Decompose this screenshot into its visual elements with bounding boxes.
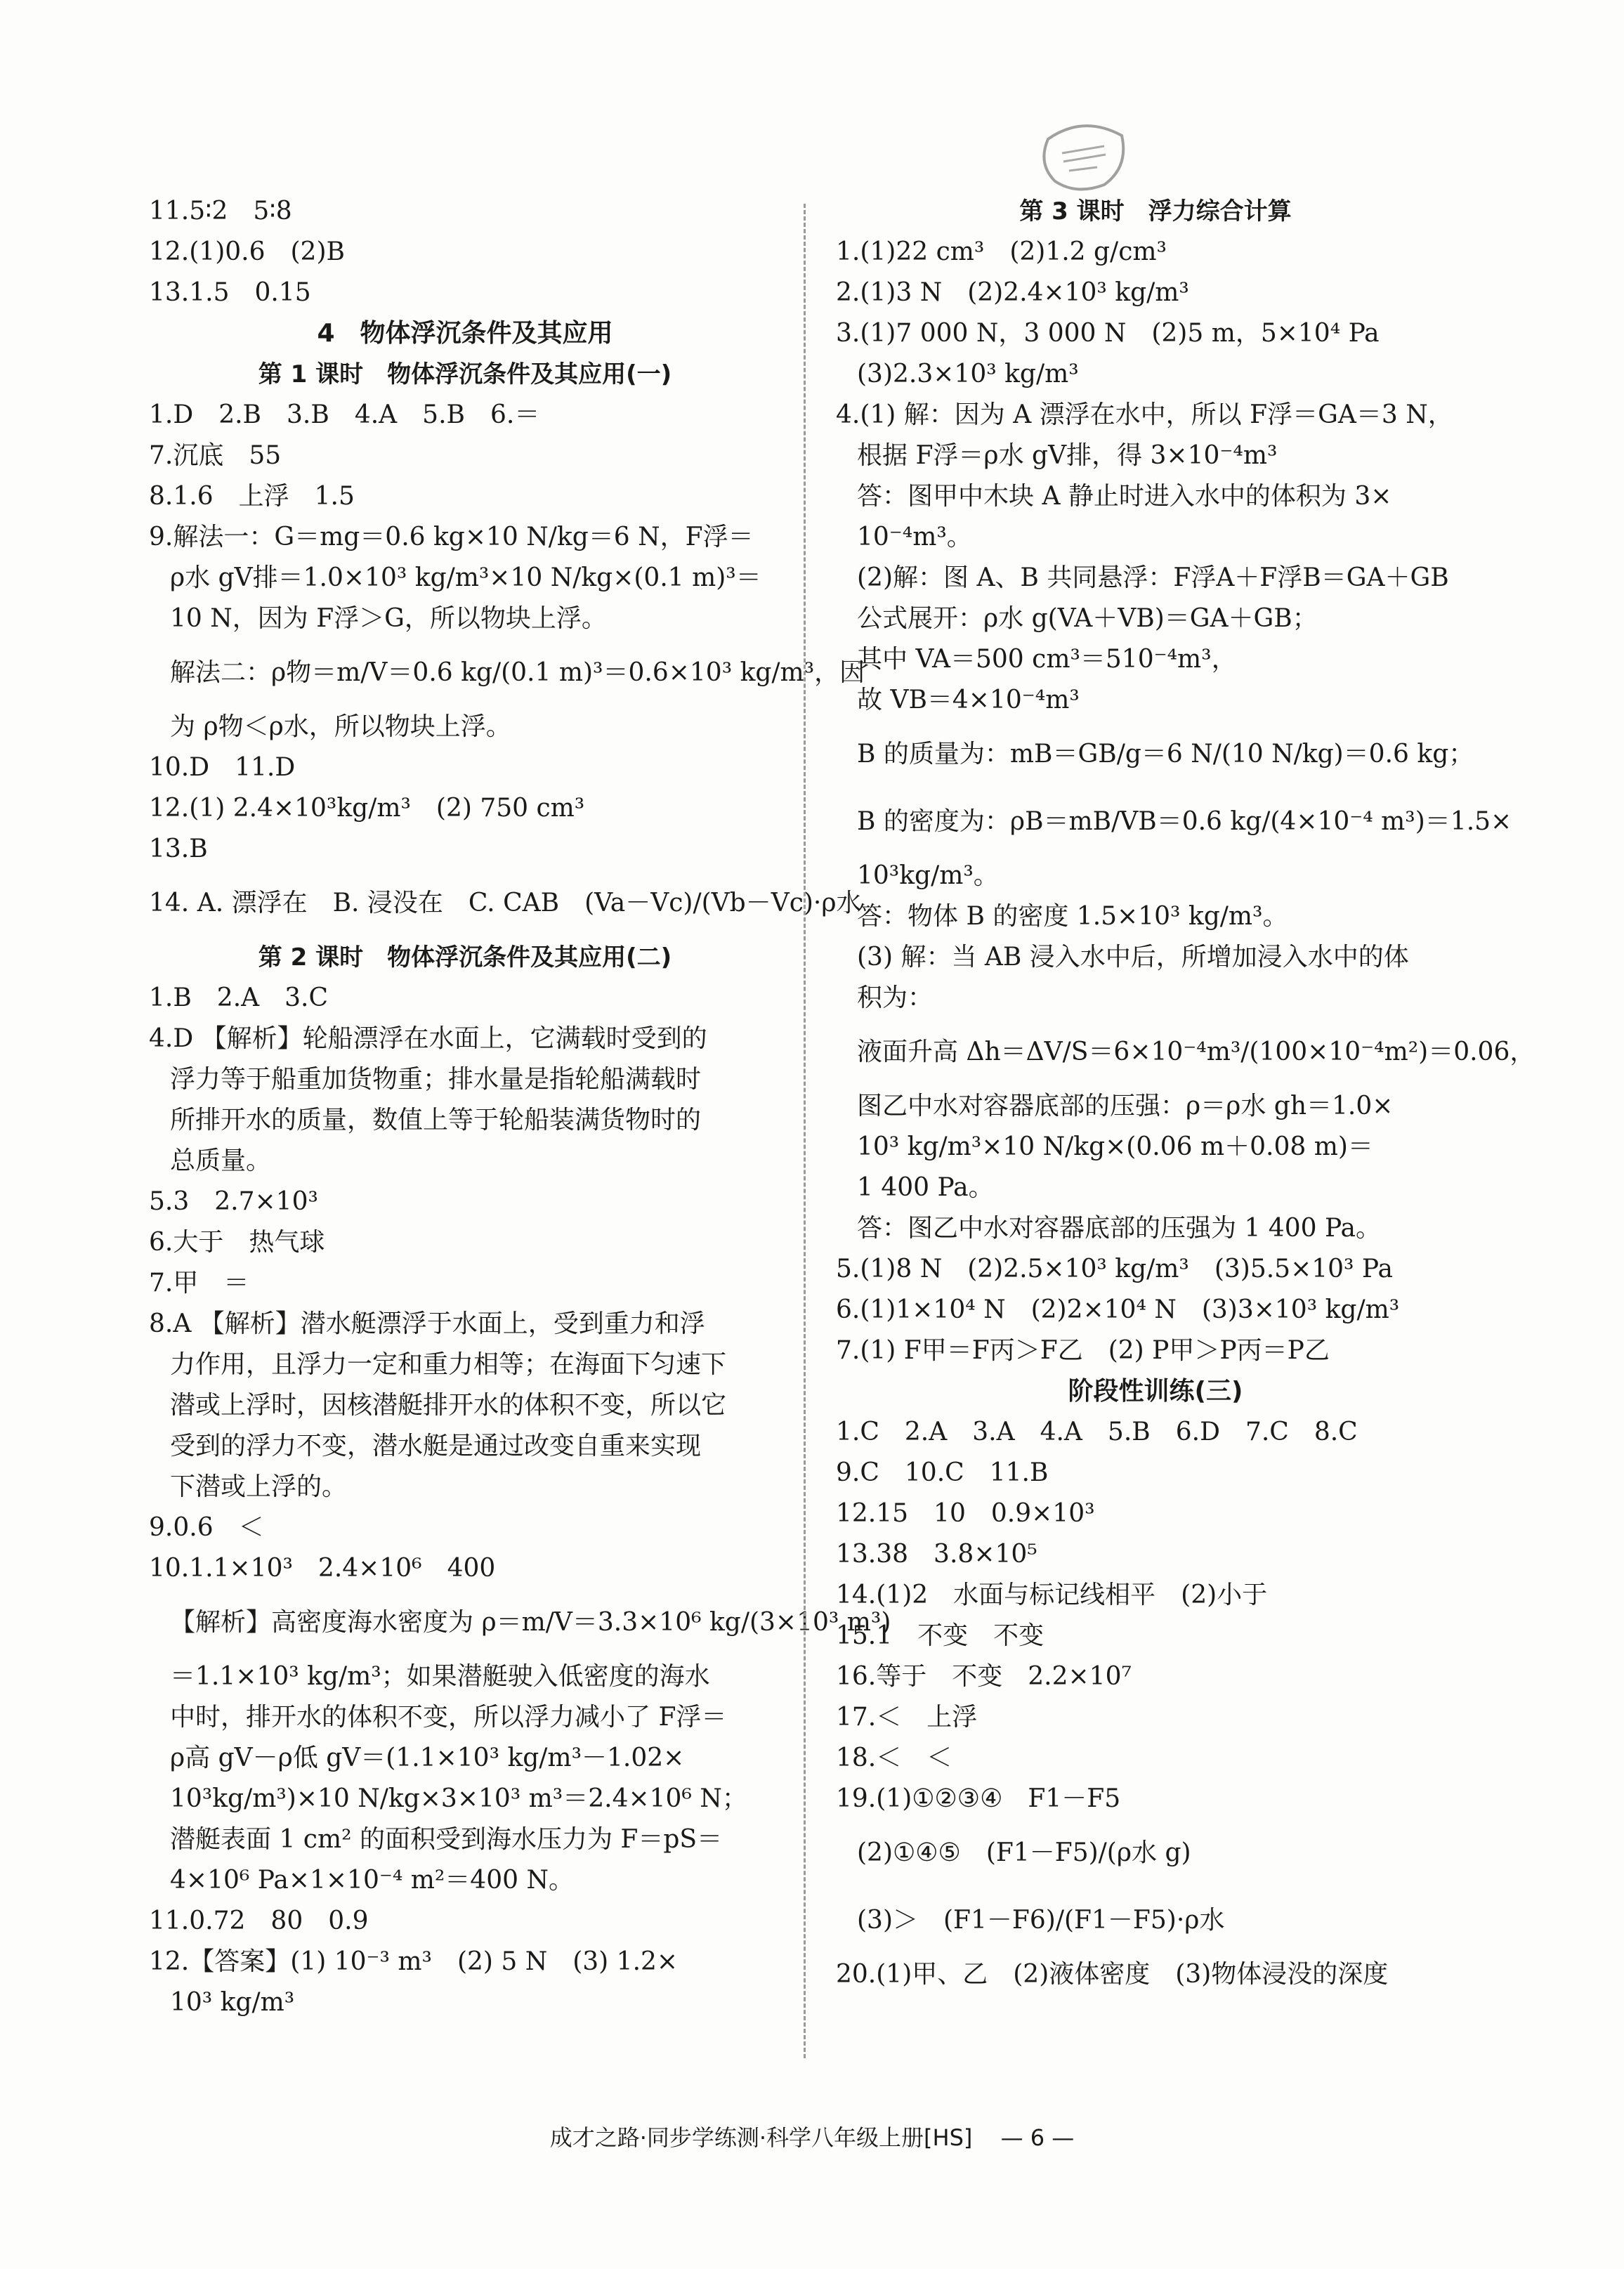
right-column: [836, 191, 1535, 1995]
answer-line: 11.0.72 80 0.9: [149, 1907, 369, 1935]
answer-line: 12.15 10 0.9×10³: [836, 1499, 1095, 1528]
answer-line: 9.解法一：G＝mg＝0.6 kg×10 N/kg＝6 N，F浮＝: [149, 523, 754, 551]
answer-line: 其中 VA＝500 cm³＝510⁻⁴m³，: [857, 645, 1237, 674]
answer-line: 潜艇表面 1 cm² 的面积受到海水压力为 F＝pS＝: [170, 1825, 723, 1854]
answer-line: 20.(1)甲、乙 (2)液体密度 (3)物体浸没的深度: [836, 1960, 1389, 1989]
answer-line: 10³ kg/m³×10 N/kg×(0.06 m＋0.08 m)＝: [857, 1132, 1373, 1161]
answer-line: 10³kg/m³。: [857, 861, 999, 890]
answer-line: 1.B 2.A 3.C: [149, 983, 329, 1012]
answer-line: (2)解：图 A、B 共同悬浮：F浮A＋F浮B＝GA＋GB: [857, 563, 1449, 592]
answer-line: 6.(1)1×10⁴ N (2)2×10⁴ N (3)3×10³ kg/m³: [836, 1295, 1400, 1324]
answer-line: 力作用，且浮力一定和重力相等；在海面下匀速下: [170, 1350, 727, 1379]
answer-line: 12.(1)0.6 (2)B: [149, 237, 345, 266]
answer-line: 1.D 2.B 3.B 4.A 5.B 6.＝: [149, 400, 540, 429]
answer-line: 5.(1)8 N (2)2.5×10³ kg/m³ (3)5.5×10³ Pa: [836, 1255, 1394, 1283]
section-title: 4 物体浮沉条件及其应用: [317, 319, 613, 348]
answer-line: 18.＜ ＜: [836, 1744, 952, 1772]
answer-line: (3)2.3×10³ kg/m³: [857, 360, 1079, 388]
answer-line: B 的密度为：ρB＝mB/VB＝0.6 kg/(4×10⁻⁴ m³)＝1.5×: [857, 807, 1512, 836]
page-footer: [0, 2120, 1624, 2152]
answer-line: ρ高 gV－ρ低 gV＝(1.1×10³ kg/m³－1.02×: [170, 1744, 685, 1772]
page-number: — 6 —: [1000, 2124, 1075, 2151]
answer-line: 故 VB＝4×10⁻⁴m³: [857, 686, 1080, 714]
answer-line: 14. A. 漂浮在 B. 浸没在 C. CAB (Va－Vc)/(Vb－Vc)·ρ水: [149, 889, 862, 917]
answer-line: 13.B: [149, 835, 208, 863]
answer-line: 下潜或上浮的。: [170, 1472, 348, 1501]
answer-line: B 的质量为：mB＝GB/g＝6 N/(10 N/kg)＝0.6 kg；: [857, 740, 1474, 769]
answer-line: ρ水 gV排＝1.0×10³ kg/m³×10 N/kg×(0.1 m)³＝: [170, 563, 761, 592]
answer-line: 图乙中水对容器底部的压强：ρ＝ρ水 gh＝1.0×: [857, 1092, 1394, 1120]
answer-line: (2)①④⑤ (F1－F5)/(ρ水 g): [857, 1838, 1191, 1867]
answer-line: 4×10⁶ Pa×1×10⁻⁴ m²＝400 N。: [170, 1866, 574, 1895]
answer-line: 答：图乙中水对容器底部的压强为 1 400 Pa。: [857, 1214, 1382, 1243]
answer-line: 3.(1)7 000 N，3 000 N (2)5 m，5×10⁴ Pa: [836, 319, 1380, 348]
answer-line: ＝1.1×10³ kg/m³；如果潜艇驶入低密度的海水: [170, 1662, 710, 1691]
column-divider: [804, 204, 806, 2058]
section-title: 阶段性训练(三): [1068, 1377, 1243, 1406]
answer-line: 液面升高 Δh＝ΔV/S＝6×10⁻⁴m³/(100×10⁻⁴m²)＝0.06，: [857, 1038, 1535, 1066]
answer-line: 受到的浮力不变，潜水艇是通过改变自重来实现: [170, 1432, 702, 1460]
answer-line: 19.(1)①②③④ F1－F5: [836, 1784, 1121, 1813]
section-title: 第 3 课时 浮力综合计算: [1019, 197, 1292, 225]
answer-line: 积为：: [857, 983, 934, 1012]
answer-line: 9.C 10.C 11.B: [836, 1458, 1049, 1487]
answer-line: 10.1.1×10³ 2.4×10⁶ 400: [149, 1554, 496, 1583]
answer-line: 13.1.5 0.15: [149, 278, 311, 307]
answer-line: 1.(1)22 cm³ (2)1.2 g/cm³: [836, 237, 1167, 266]
answer-line: 4.(1) 解：因为 A 漂浮在水中，所以 F浮＝GA＝3 N，: [836, 400, 1453, 429]
answer-line: 2.(1)3 N (2)2.4×10³ kg/m³: [836, 278, 1189, 307]
answer-line: 为 ρ物＜ρ水，所以物块上浮。: [170, 712, 511, 741]
answer-line: 7.沉底 55: [149, 441, 282, 470]
answer-line: 9.0.6 ＜: [149, 1513, 264, 1542]
answer-line: 7.甲 ＝: [149, 1269, 249, 1297]
answer-line: 8.A 【解析】潜水艇漂浮于水面上，受到重力和浮: [149, 1309, 705, 1338]
answer-line: 4.D 【解析】轮船漂浮在水面上，它满载时受到的: [149, 1024, 707, 1053]
answer-line: 1 400 Pa。: [857, 1173, 994, 1202]
answer-line: 14.(1)2 水面与标记线相平 (2)小于: [836, 1581, 1268, 1609]
answer-line: 答：图甲中木块 A 静止时进入水中的体积为 3×: [857, 482, 1392, 511]
answer-line: 6.大于 热气球: [149, 1228, 325, 1257]
answer-line: 潜或上浮时，因核潜艇排开水的体积不变，所以它: [170, 1391, 727, 1420]
answer-line: 10 N，因为 F浮＞G，所以物块上浮。: [170, 604, 607, 633]
answer-line: 所排开水的质量，数值上等于轮船装满货物时的: [170, 1106, 702, 1134]
answer-line: 10³kg/m³)×10 N/kg×3×10³ m³＝2.4×10⁶ N；: [170, 1784, 747, 1813]
footer-text: 成才之路·同步学练测·科学八年级上册[HS]: [549, 2124, 973, 2151]
answer-line: 7.(1) F甲＝F丙＞F乙 (2) P甲＞P丙＝P乙: [836, 1336, 1330, 1365]
left-column: [149, 191, 891, 2023]
answer-line: 总质量。: [170, 1146, 272, 1175]
answer-line: 10⁻⁴m³。: [857, 523, 972, 551]
answer-line: 8.1.6 上浮 1.5: [149, 482, 355, 511]
answer-line: 解法二：ρ物＝m/V＝0.6 kg/(0.1 m)³＝0.6×10³ kg/m³，因: [170, 658, 865, 687]
answer-line: 10³ kg/m³: [170, 1988, 295, 2017]
answer-line: 16.等于 不变 2.2×10⁷: [836, 1662, 1132, 1691]
answer-line: (3) 解：当 AB 浸入水中后，所增加浸入水中的体: [857, 943, 1409, 972]
answer-line: 13.38 3.8×10⁵: [836, 1540, 1037, 1569]
answer-line: 15.1 不变 不变: [836, 1621, 1045, 1650]
answer-line: 答：物体 B 的密度 1.5×10³ kg/m³。: [857, 902, 1288, 931]
answer-line: 中时，排开水的体积不变，所以浮力减小了 F浮＝: [170, 1703, 727, 1732]
answer-line: (3)＞ (F1－F6)/(F1－F5)·ρ水: [857, 1906, 1225, 1935]
answer-line: 根据 F浮＝ρ水 gV排，得 3×10⁻⁴m³: [857, 441, 1278, 470]
answer-line: 12.【答案】(1) 10⁻³ m³ (2) 5 N (3) 1.2×: [149, 1947, 679, 1976]
answer-line: 10.D 11.D: [149, 753, 296, 782]
stamp-seal-icon: [1034, 118, 1132, 195]
answer-line: 17.＜ 上浮: [836, 1703, 978, 1732]
answer-line: 12.(1) 2.4×10³kg/m³ (2) 750 cm³: [149, 794, 585, 823]
answer-line: 11.5∶2 5∶8: [149, 197, 292, 225]
answer-line: 5.3 2.7×10³: [149, 1187, 318, 1216]
section-title: 第 1 课时 物体浮沉条件及其应用(一): [258, 360, 672, 388]
answer-line: 浮力等于船重加货物重；排水量是指轮船满载时: [170, 1065, 702, 1094]
section-title: 第 2 课时 物体浮沉条件及其应用(二): [258, 943, 672, 972]
answer-line: 1.C 2.A 3.A 4.A 5.B 6.D 7.C 8.C: [836, 1418, 1358, 1446]
answer-line: 公式展开：ρ水 g(VA＋VB)＝GA＋GB；: [857, 604, 1318, 633]
answer-line: 【解析】高密度海水密度为 ρ＝m/V＝3.3×10⁶ kg/(3×10³ m³): [170, 1608, 891, 1637]
